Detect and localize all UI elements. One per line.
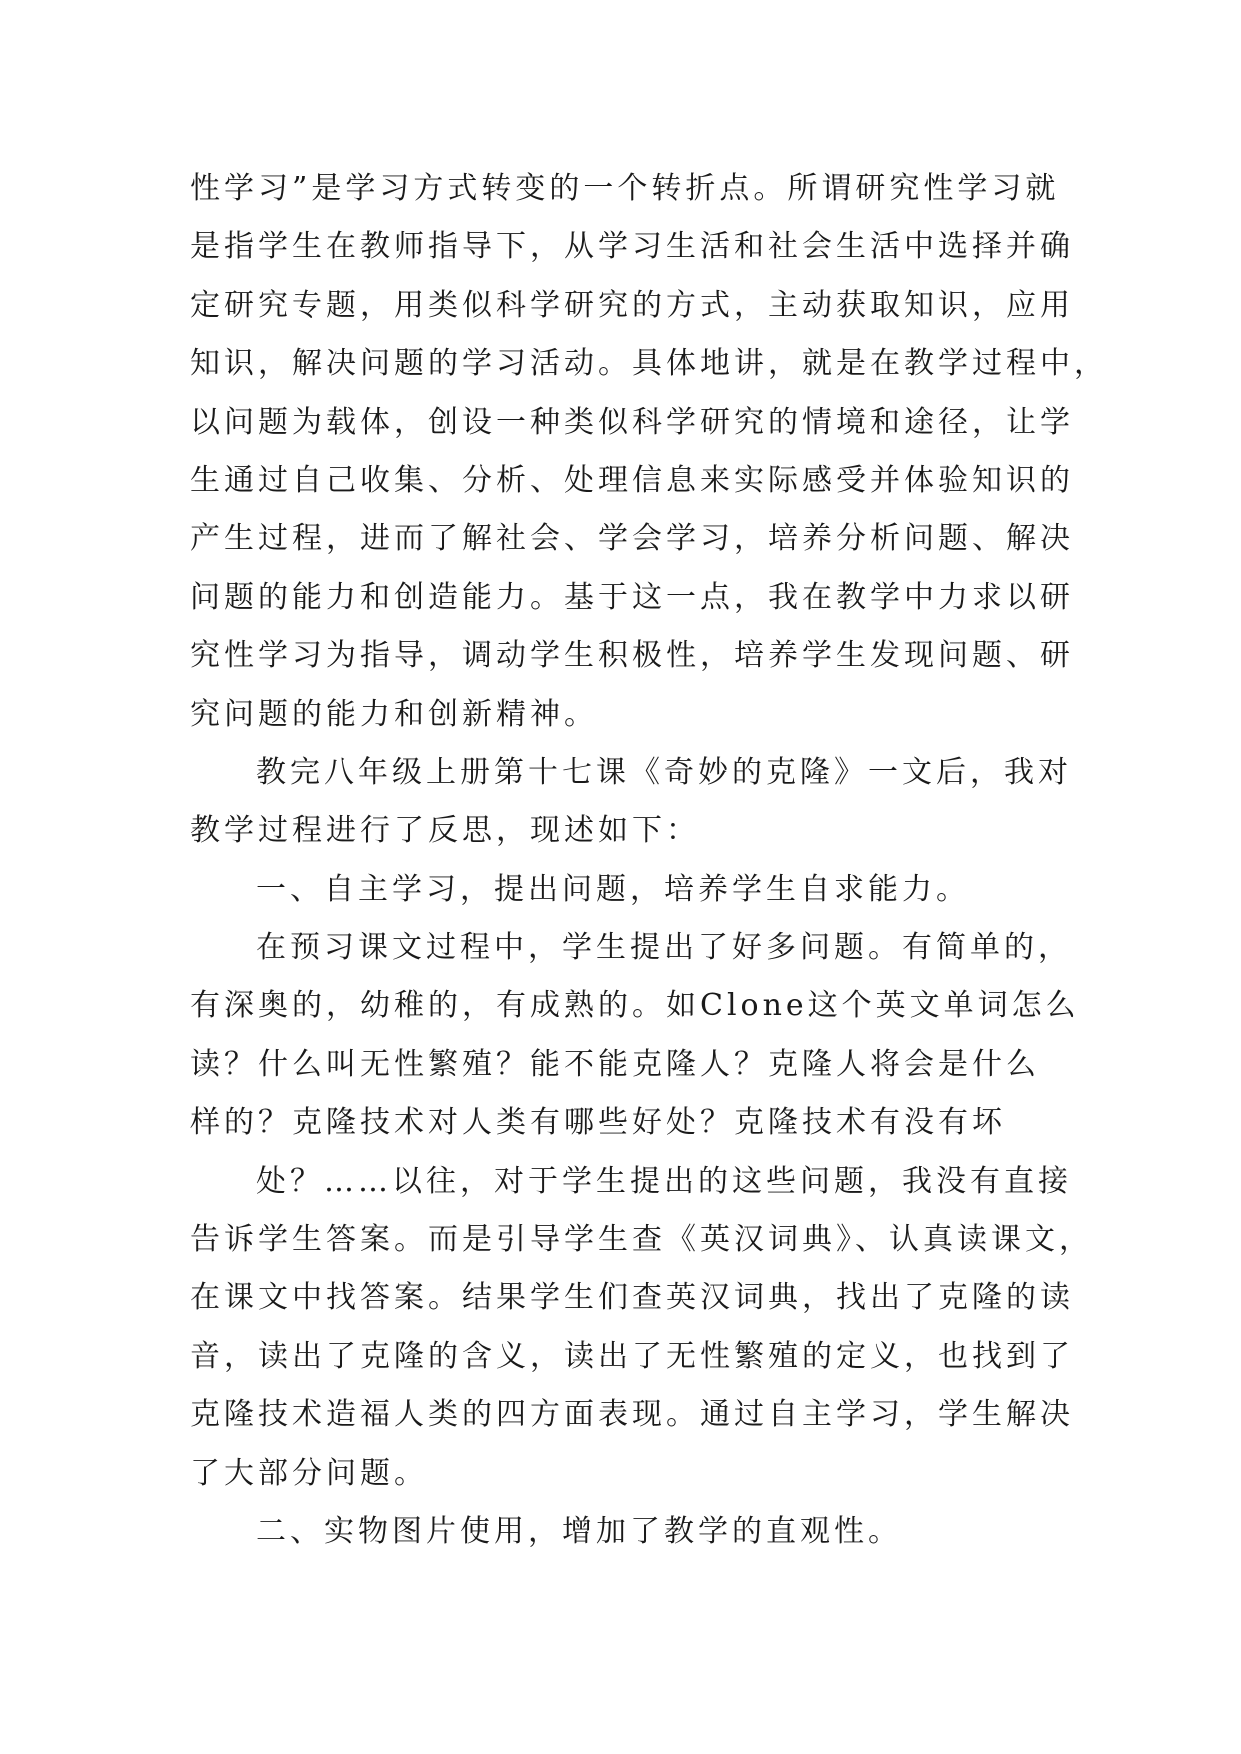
paragraph-start-line: 在预习课文过程中，学生提出了好多问题。有简单的， [256, 930, 1072, 966]
text-line: 是指学生在教师指导下，从学习生活和社会生活中选择并确 [190, 229, 1074, 265]
text-line: 究问题的能力和创新精神。 [190, 696, 598, 732]
text-line: 告诉学生答案。而是引导学生查《英汉词典》、认真读课文， [190, 1222, 1093, 1258]
text-line: 了大部分问题。 [190, 1455, 428, 1491]
text-line: 以问题为载体，创设一种类似科学研究的情境和途径，让学 [190, 404, 1074, 440]
text-line: 样的？克隆技术对人类有哪些好处？克隆技术有没有坏 [190, 1105, 1006, 1141]
text-line: 知识，解决问题的学习活动。具体地讲，就是在教学过程中， [190, 346, 1108, 382]
text-line: 问题的能力和创造能力。基于这一点，我在教学中力求以研 [190, 579, 1074, 615]
body-text [190, 160, 1108, 1561]
text-line: 教学过程进行了反思，现述如下： [190, 813, 700, 849]
text-line: 生通过自己收集、分析、处理信息来实际感受并体验知识的 [190, 462, 1074, 498]
text-line: 克隆技术造福人类的四方面表现。通过自主学习，学生解决 [190, 1397, 1074, 1433]
section-heading-2: 二、实物图片使用，增加了教学的直观性。 [256, 1513, 902, 1549]
text-line: 究性学习为指导，调动学生积极性，培养学生发现问题、研 [190, 638, 1074, 674]
paragraph-start-line: 处？……以往，对于学生提出的这些问题，我没有直接 [256, 1163, 1072, 1199]
paragraph-start-line: 教完八年级上册第十七课《奇妙的克隆》一文后，我对 [256, 754, 1072, 790]
text-line: 定研究专题，用类似科学研究的方式，主动获取知识，应用 [190, 287, 1074, 323]
text-line: 有深奥的，幼稚的，有成熟的。如Clone这个英文单词怎么 [190, 988, 1080, 1024]
text-line: 音，读出了克隆的含义，读出了无性繁殖的定义，也找到了 [190, 1338, 1074, 1374]
text-line: 读？什么叫无性繁殖？能不能克隆人？克隆人将会是什么 [190, 1046, 1040, 1082]
text-line: 性学习”是学习方式转变的一个转折点。所谓研究性学习就 [190, 171, 1060, 206]
section-heading-1: 一、自主学习，提出问题，培养学生自求能力。 [256, 871, 970, 907]
text-line: 产生过程，进而了解社会、学会学习，培养分析问题、解决 [190, 521, 1074, 557]
text-line: 在课文中找答案。结果学生们查英汉词典，找出了克隆的读 [190, 1280, 1074, 1316]
